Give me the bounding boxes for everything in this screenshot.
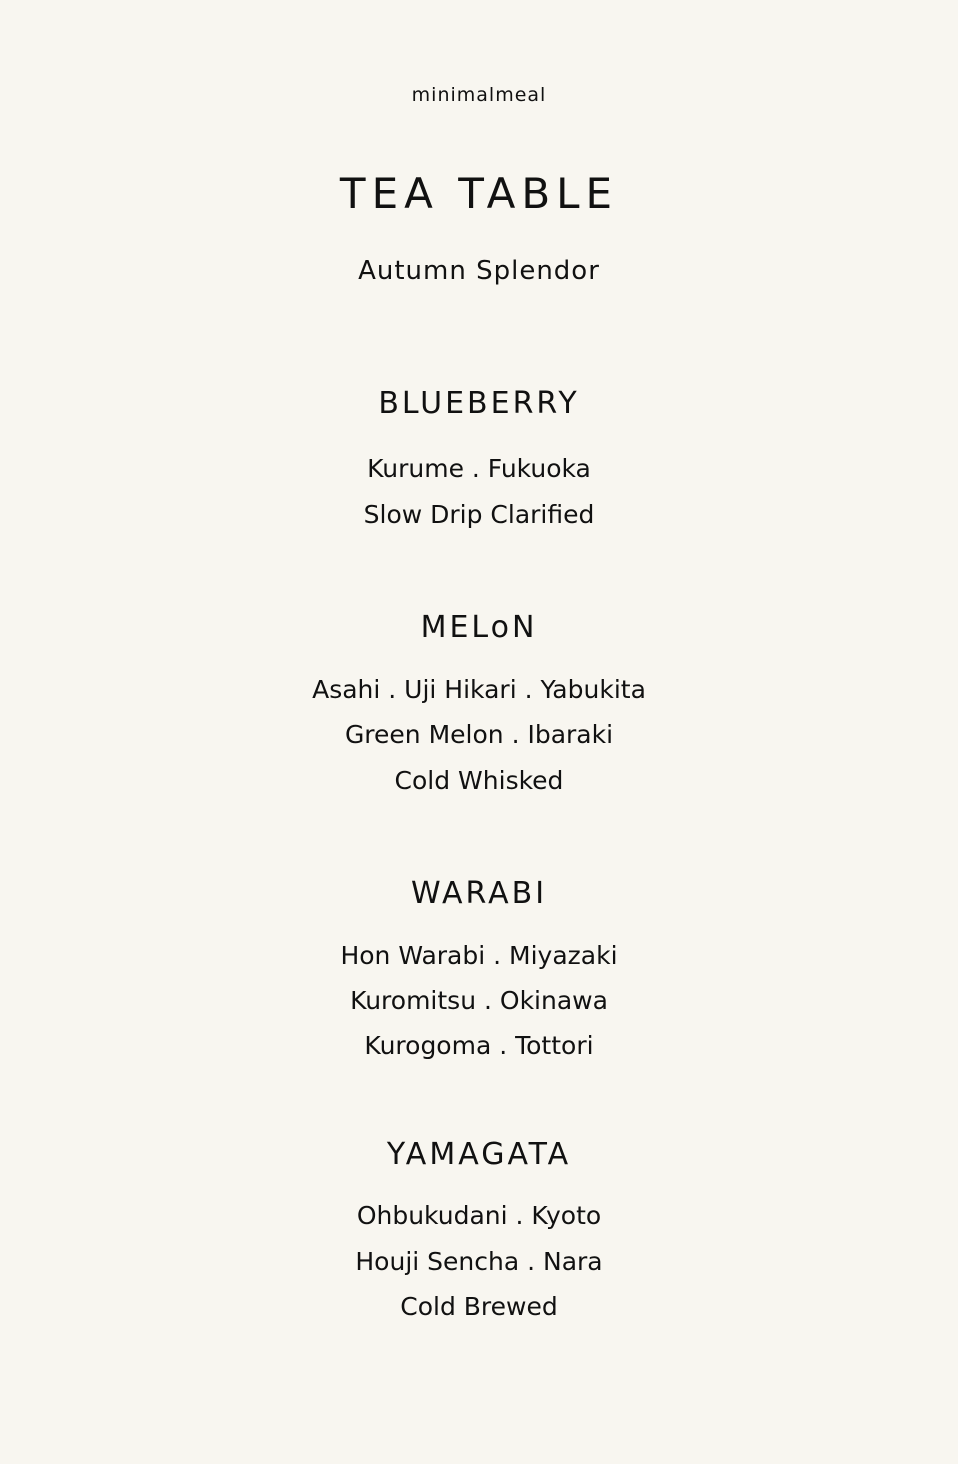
menu-item-detail: Green Melon . Ibaraki	[344, 720, 614, 749]
menu-item-detail: Ohbukudani . Kyoto	[356, 1201, 602, 1230]
menu-item-detail: Kurume . Fukuoka	[367, 454, 591, 483]
menu-item-name: WARABI	[410, 876, 548, 911]
page-subtitle: Autumn Splendor	[358, 256, 600, 286]
menu-item-name: MELoN	[420, 610, 538, 645]
menu-item-detail: Cold Brewed	[400, 1292, 558, 1321]
menu-item-name: BLUEBERRY	[378, 386, 580, 421]
menu-item-detail: Kuromitsu . Okinawa	[350, 986, 608, 1015]
menu-item-detail: Hon Warabi . Miyazaki	[340, 941, 618, 970]
menu-item-detail: Cold Whisked	[394, 766, 564, 795]
menu-item-detail: Asahi . Uji Hikari . Yabukita	[312, 675, 646, 704]
menu-item-detail: Slow Drip Clarified	[363, 500, 595, 529]
menu-item-name: YAMAGATA	[386, 1137, 572, 1172]
menu-item-detail: Kurogoma . Tottori	[364, 1031, 594, 1060]
brand-name: minimalmeal	[411, 84, 547, 106]
page-title: TEA TABLE	[339, 169, 619, 218]
menu-item-detail: Houji Sencha . Nara	[355, 1247, 603, 1276]
